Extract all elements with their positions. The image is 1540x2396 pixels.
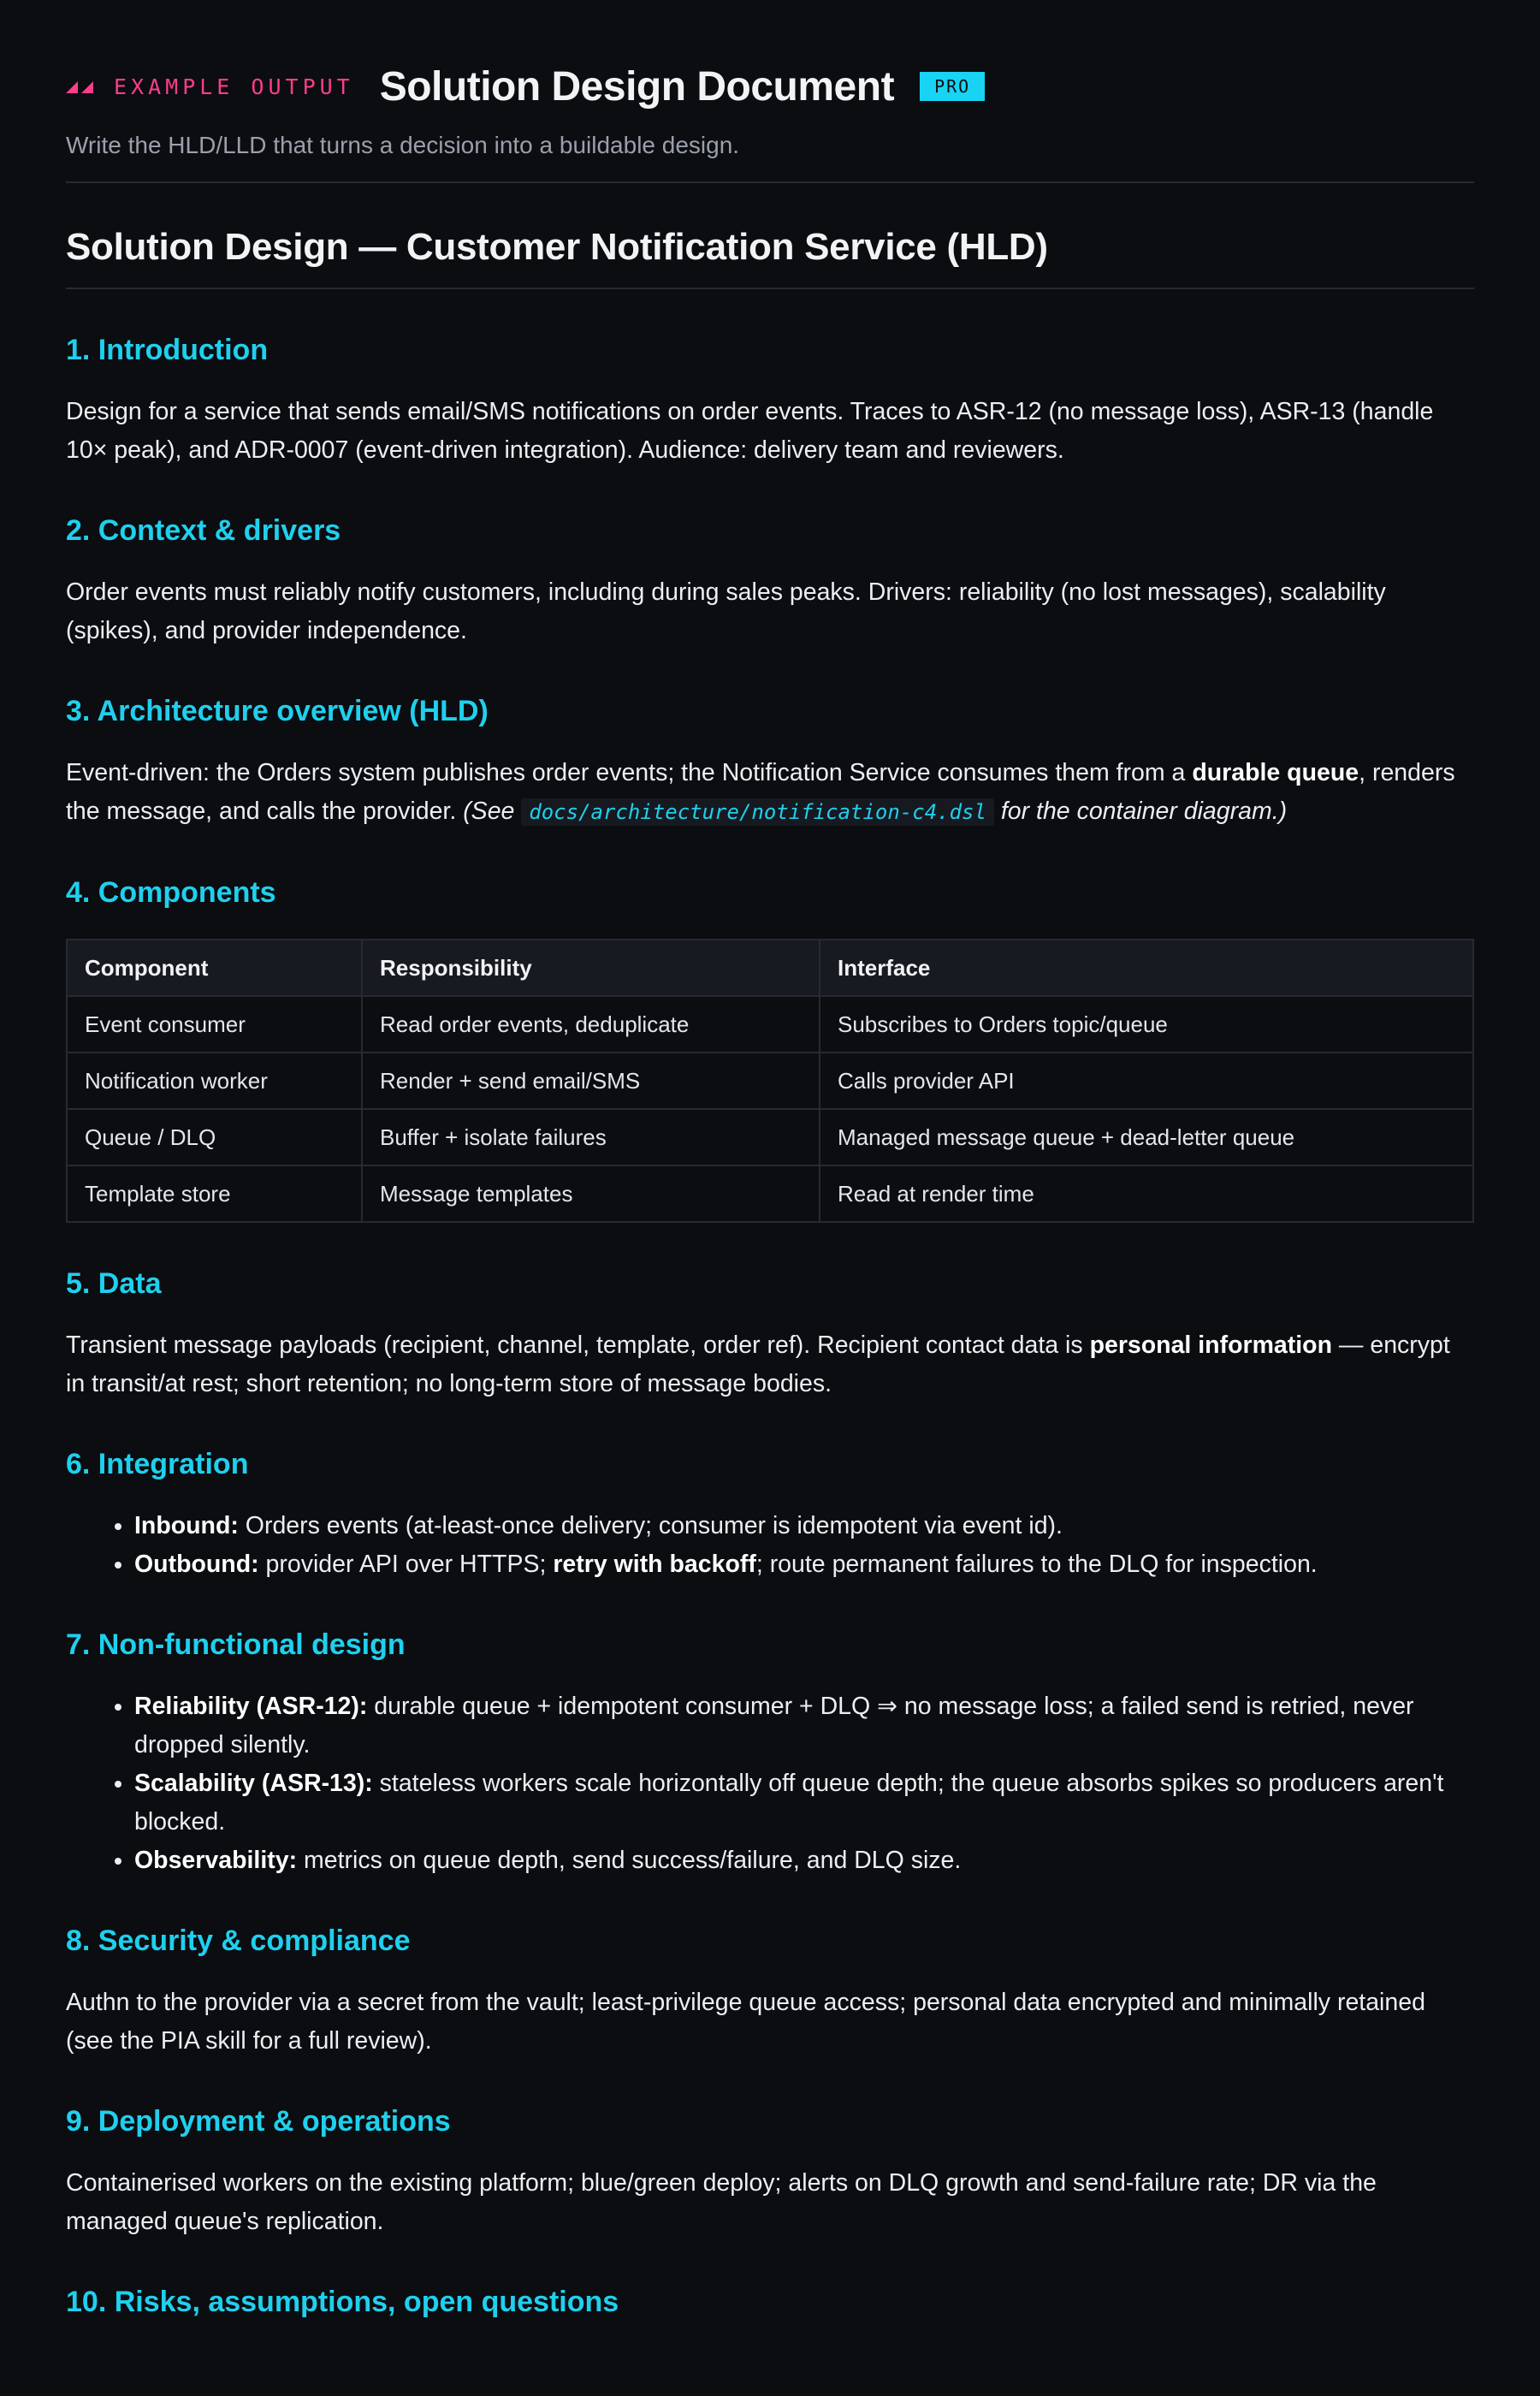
section-heading-nonfunctional: 7. Non-functional design	[66, 1628, 406, 1661]
list-item	[134, 1507, 1474, 1545]
italic-run: for the container diagram.)	[993, 798, 1288, 825]
section-heading-data: 5. Data	[66, 1267, 162, 1300]
table-cell: Template store	[67, 1165, 362, 1222]
column-header: Responsibility	[362, 940, 820, 996]
section-heading-architecture: 3. Architecture overview (HLD)	[66, 695, 489, 727]
list-item	[134, 1545, 1474, 1584]
page-subtitle: Write the HLD/LLD that turns a decision into a buildable design.	[66, 132, 740, 158]
title-divider	[66, 288, 1474, 289]
page-title: Solution Design Document	[379, 63, 895, 110]
list-item-label: Inbound:	[134, 1512, 239, 1539]
italic-run: (See	[463, 798, 522, 825]
text-run: , renders the message, and calls the provider.	[66, 759, 1455, 825]
list-item-text: provider API over HTTPS;	[258, 1551, 554, 1578]
components-table	[66, 939, 1474, 1223]
section-heading-deployment: 9. Deployment & operations	[66, 2105, 451, 2138]
table-cell: Message templates	[362, 1165, 820, 1222]
table-row	[67, 1053, 1473, 1109]
list-item	[134, 1764, 1474, 1841]
page-header	[66, 60, 1474, 113]
list-item-text: metrics on queue depth, send success/failure, and DLQ size.	[297, 1847, 962, 1874]
table-cell: Queue / DLQ	[67, 1109, 362, 1165]
double-triangle-icon	[66, 80, 95, 93]
section-heading-security: 8. Security & compliance	[66, 1925, 411, 1957]
column-header: Interface	[820, 940, 1473, 996]
list-item	[134, 1841, 1474, 1880]
nonfunctional-list	[66, 1687, 1474, 1880]
list-item-text: stateless workers scale horizontally off queue depth; the queue absorbs spikes so producers aren't blocked.	[134, 1770, 1444, 1836]
bold-run: retry with backoff	[553, 1551, 756, 1578]
section-heading-introduction: 1. Introduction	[66, 334, 269, 366]
bold-run: durable queue	[1192, 759, 1359, 786]
section-heading-risks: 10. Risks, assumptions, open questions	[66, 2286, 619, 2318]
eyebrow-label: EXAMPLE OUTPUT	[114, 74, 354, 99]
list-item-label: Outbound:	[134, 1551, 259, 1578]
section-text-context: Order events must reliably notify customers, including during sales peaks. Drivers: reliability (no lost messages), scalability (spikes), and provider independence.	[66, 578, 1386, 644]
table-cell: Subscribes to Orders topic/queue	[820, 996, 1473, 1053]
list-item-label: Reliability (ASR-12):	[134, 1693, 368, 1720]
text-run: Transient message payloads (recipient, channel, template, order ref). Recipient contact data is	[66, 1331, 1090, 1359]
table-cell: Render + send email/SMS	[362, 1053, 820, 1109]
list-item-label: Observability:	[134, 1847, 298, 1874]
bold-run: personal information	[1089, 1331, 1333, 1359]
code-path: docs/architecture/notification-c4.dsl	[521, 798, 994, 826]
pro-badge: PRO	[920, 72, 985, 101]
list-item-text: Orders events (at-least-once delivery; consumer is idempotent via event id).	[238, 1512, 1063, 1539]
section-heading-context: 2. Context & drivers	[66, 514, 341, 547]
table-cell: Read at render time	[820, 1165, 1473, 1222]
table-header-row	[67, 940, 1473, 996]
section-text-security: Authn to the provider via a secret from the vault; least-privilege queue access; personal data encrypted and minimally retained (see the PIA skill for a full review).	[66, 1989, 1425, 2055]
table-cell: Buffer + isolate failures	[362, 1109, 820, 1165]
table-row	[67, 1109, 1473, 1165]
section-text-architecture	[66, 754, 1474, 832]
column-header: Component	[67, 940, 362, 996]
list-item-label: Scalability (ASR-13):	[134, 1770, 373, 1797]
list-item	[134, 1687, 1474, 1764]
list-item-text: ; route permanent failures to the DLQ for inspection.	[755, 1551, 1318, 1578]
document-title: Solution Design — Customer Notification Service (HLD)	[66, 226, 1048, 268]
section-text-deployment: Containerised workers on the existing platform; blue/green deploy; alerts on DLQ growth and send-failure rate; DR via the managed queue's replication.	[66, 2169, 1377, 2235]
section-text-introduction: Design for a service that sends email/SMS notifications on order events. Traces to ASR-12 (no message loss), ASR-13 (handle 10× peak), and ADR-0007 (event-driven integration). Audience: delivery team and reviewers.	[66, 398, 1434, 464]
integration-list	[66, 1507, 1474, 1584]
table-row	[67, 1165, 1473, 1222]
table-row	[67, 996, 1473, 1053]
table-cell: Event consumer	[67, 996, 362, 1053]
text-run: Event-driven: the Orders system publishes order events; the Notification Service consumes them from a	[66, 759, 1193, 786]
table-cell: Notification worker	[67, 1053, 362, 1109]
section-heading-components: 4. Components	[66, 876, 276, 909]
table-cell: Read order events, deduplicate	[362, 996, 820, 1053]
list-item-text: durable queue + idempotent consumer + DLQ ⇒ no message loss; a failed send is retried, never dropped silently.	[134, 1693, 1414, 1758]
text-run: — encrypt in transit/at rest; short retention; no long-term store of message bodies.	[66, 1331, 1450, 1397]
section-heading-integration: 6. Integration	[66, 1448, 249, 1480]
section-text-data	[66, 1326, 1474, 1403]
table-cell: Calls provider API	[820, 1053, 1473, 1109]
header-divider	[66, 181, 1474, 183]
table-cell: Managed message queue + dead-letter queue	[820, 1109, 1473, 1165]
